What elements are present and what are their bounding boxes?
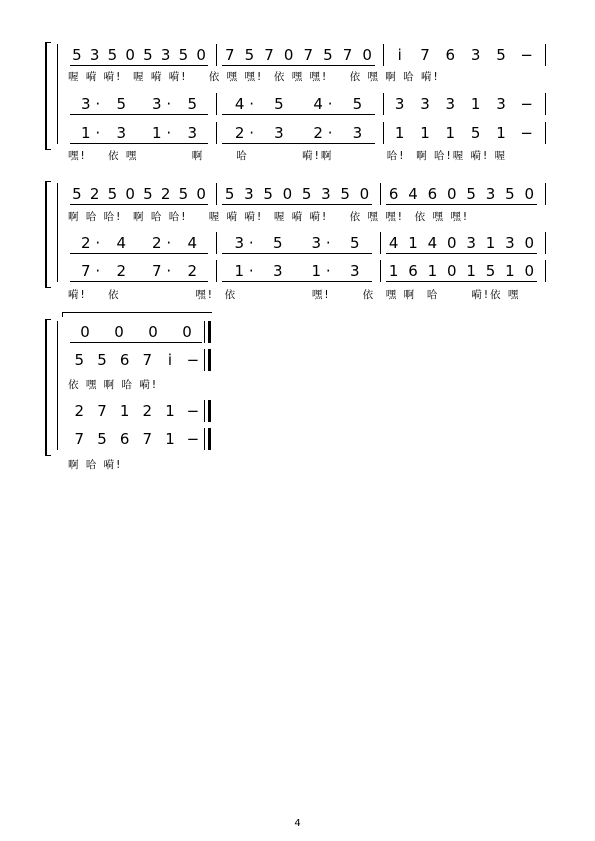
beam-underline xyxy=(222,204,372,205)
note: 4 xyxy=(234,95,245,113)
note: 2 xyxy=(142,402,153,420)
note: 5 xyxy=(244,46,255,64)
system-bracket-sys3-top xyxy=(45,319,51,320)
note: 5 xyxy=(301,185,312,203)
note: 3 xyxy=(470,46,481,64)
note: 5 xyxy=(340,185,350,203)
beam-underline xyxy=(222,281,372,282)
barline xyxy=(545,44,546,66)
lyrics-line: 啊 哈 嗬! xyxy=(68,459,123,471)
note: 7 xyxy=(225,46,235,64)
note: 3 xyxy=(151,95,162,113)
note: 0 xyxy=(125,185,135,203)
beam-underline xyxy=(386,281,537,282)
note: 3 xyxy=(394,95,405,113)
barline xyxy=(216,122,217,144)
beam-underline xyxy=(70,281,208,282)
note: 3 xyxy=(274,124,284,142)
barline xyxy=(383,122,384,144)
system-barline-sys3 xyxy=(57,321,58,450)
note: 7 xyxy=(142,351,153,369)
note: 7 xyxy=(151,262,162,280)
note: 5 xyxy=(187,95,198,113)
note: 1 xyxy=(408,234,418,252)
note: 1 xyxy=(496,124,506,142)
note: 6 xyxy=(408,262,418,280)
augmentation-dot: · xyxy=(95,234,101,252)
barline xyxy=(216,232,217,254)
barline xyxy=(383,93,384,115)
note: 7 xyxy=(142,430,153,448)
note: 5 xyxy=(272,234,283,252)
beam-underline xyxy=(222,114,375,115)
note: 3 xyxy=(466,234,476,252)
note: 3 xyxy=(420,95,430,113)
system-barline-sys1 xyxy=(57,44,58,144)
note: 5 xyxy=(505,185,515,203)
barline xyxy=(380,183,381,205)
system-barline-sys2 xyxy=(57,183,58,282)
note: 3 xyxy=(311,234,322,252)
note: 1 xyxy=(505,262,515,280)
barline xyxy=(545,93,546,115)
note: 3 xyxy=(352,124,363,142)
note: − xyxy=(520,46,533,64)
note: 0 xyxy=(524,262,535,280)
note: 4 xyxy=(388,234,399,252)
lyrics-line: 喔 嗬 嗬! 喔 嗬 嗬! 依 嘿 嘿! 依 嘿 嘿! 依 嘿 啊 哈 嗬! xyxy=(68,71,440,83)
augmentation-dot: · xyxy=(166,95,172,113)
note: 1 xyxy=(165,430,175,448)
lyrics-line: 嗬! 依 嘿! 依 嘿! 依 嘿 啊 哈 嗬!依 嘿 xyxy=(68,289,521,301)
note: 5 xyxy=(263,185,273,203)
note: 5 xyxy=(470,124,481,142)
barline xyxy=(380,232,381,254)
note: 2 xyxy=(74,402,85,420)
beam-underline xyxy=(386,204,537,205)
note: − xyxy=(520,124,533,142)
note: 3 xyxy=(496,95,506,113)
note: 5 xyxy=(116,95,127,113)
beam-underline xyxy=(70,143,208,144)
system-bracket-sys2 xyxy=(45,181,47,288)
note: − xyxy=(186,402,200,420)
beam-underline xyxy=(386,253,537,254)
final-barline-thick xyxy=(208,321,211,343)
note: 0 xyxy=(283,46,294,64)
note: 2 xyxy=(89,185,100,203)
note: 5 xyxy=(466,185,476,203)
note: 3 xyxy=(272,262,283,280)
barline xyxy=(545,232,546,254)
note: 0 xyxy=(125,46,135,64)
augmentation-dot: · xyxy=(95,262,101,280)
note: 1 xyxy=(234,262,245,280)
note: 0 xyxy=(196,185,206,203)
note: 0 xyxy=(447,234,457,252)
beam-underline xyxy=(70,253,208,254)
note: 4 xyxy=(313,95,323,113)
note: 7 xyxy=(264,46,274,64)
note: 7 xyxy=(74,430,85,448)
note: 1 xyxy=(311,262,322,280)
note: 5 xyxy=(178,46,189,64)
beam-underline xyxy=(70,114,208,115)
note: 5 xyxy=(107,185,118,203)
note: 4 xyxy=(427,234,438,252)
final-barline-thick xyxy=(208,349,211,371)
system-bracket-sys2-top xyxy=(45,181,51,182)
page-number: 4 xyxy=(294,818,301,829)
barline xyxy=(216,93,217,115)
note: 0 xyxy=(524,185,535,203)
note: 2 xyxy=(234,124,245,142)
note: 2 xyxy=(187,262,198,280)
note: 3 xyxy=(234,234,245,252)
note: 1 xyxy=(470,95,481,113)
note: 6 xyxy=(445,46,456,64)
note: 0 xyxy=(524,234,535,252)
final-barline-thin xyxy=(204,400,205,422)
barline xyxy=(545,122,546,144)
augmentation-dot: · xyxy=(95,124,101,142)
volta-mark xyxy=(62,312,212,313)
note: 5 xyxy=(178,185,189,203)
note: 0 xyxy=(182,323,192,341)
note: 1 xyxy=(119,402,130,420)
note: 0 xyxy=(114,323,124,341)
note: 3 xyxy=(80,95,91,113)
final-barline-thick xyxy=(208,400,211,422)
augmentation-dot: · xyxy=(248,234,254,252)
note: 7 xyxy=(80,262,91,280)
note: 0 xyxy=(447,262,457,280)
note: 6 xyxy=(388,185,399,203)
augmentation-dot: · xyxy=(325,262,331,280)
note: 5 xyxy=(143,46,153,64)
note: 0 xyxy=(447,185,457,203)
note: 0 xyxy=(196,46,206,64)
note: 1 xyxy=(485,234,496,252)
note: 0 xyxy=(362,46,372,64)
final-barline-thin xyxy=(204,428,205,450)
note: 4 xyxy=(187,234,198,252)
barline xyxy=(383,44,384,66)
note: 6 xyxy=(119,351,130,369)
note: 0 xyxy=(80,323,90,341)
note: i xyxy=(167,351,173,369)
final-barline-thick xyxy=(208,428,211,450)
note: 5 xyxy=(72,46,82,64)
augmentation-dot: · xyxy=(325,234,331,252)
note: 1 xyxy=(388,262,399,280)
note: 5 xyxy=(97,351,107,369)
beam-underline xyxy=(222,65,375,66)
volta-mark-left xyxy=(62,312,63,317)
note: 2 xyxy=(80,234,91,252)
note: 7 xyxy=(303,46,314,64)
note: 5 xyxy=(485,262,496,280)
note: 4 xyxy=(116,234,127,252)
note: 3 xyxy=(445,95,456,113)
note: 5 xyxy=(97,430,107,448)
system-bracket-sys1-bot xyxy=(45,149,51,150)
augmentation-dot: · xyxy=(166,234,172,252)
barline xyxy=(216,183,217,205)
note: 2 xyxy=(160,185,171,203)
system-bracket-sys2-bot xyxy=(45,287,51,288)
augmentation-dot: · xyxy=(327,124,333,142)
note: 4 xyxy=(408,185,418,203)
note: i xyxy=(397,46,402,64)
lyrics-line: 嘿! 依 嘿 啊 哈 嗬!啊 哈! 啊 哈!喔 嗬! 喔 xyxy=(68,150,508,162)
note: − xyxy=(186,430,200,448)
note: 0 xyxy=(282,185,293,203)
note: 5 xyxy=(224,185,235,203)
note: 5 xyxy=(143,185,153,203)
lyrics-line: 依 嘿 啊 哈 嗬! xyxy=(68,379,159,391)
barline xyxy=(380,260,381,282)
system-bracket-sys3-bot xyxy=(45,455,51,456)
note: 0 xyxy=(148,323,158,341)
note: 2 xyxy=(151,234,162,252)
augmentation-dot: · xyxy=(249,124,255,142)
note: 5 xyxy=(349,234,360,252)
beam-underline xyxy=(70,65,208,66)
note: 5 xyxy=(274,95,284,113)
note: 7 xyxy=(97,402,107,420)
note: 3 xyxy=(116,124,127,142)
note: 1 xyxy=(165,402,175,420)
beam-underline xyxy=(70,204,208,205)
note: − xyxy=(520,95,533,113)
note: 5 xyxy=(323,46,333,64)
note: 5 xyxy=(74,351,85,369)
note: 1 xyxy=(420,124,430,142)
final-barline-thin xyxy=(204,321,205,343)
note: 0 xyxy=(359,185,370,203)
barline xyxy=(216,44,217,66)
note: 3 xyxy=(89,46,100,64)
note: 7 xyxy=(420,46,430,64)
note: 6 xyxy=(119,430,130,448)
note: 3 xyxy=(160,46,171,64)
note: 3 xyxy=(244,185,254,203)
note: 3 xyxy=(349,262,360,280)
note: 1 xyxy=(80,124,91,142)
note: 5 xyxy=(72,185,82,203)
note: 2 xyxy=(116,262,127,280)
note: 1 xyxy=(151,124,162,142)
note: 5 xyxy=(107,46,118,64)
system-bracket-sys1-top xyxy=(45,42,51,43)
note: 1 xyxy=(427,262,438,280)
note: 3 xyxy=(485,185,496,203)
system-bracket-sys1 xyxy=(45,42,47,150)
note: 2 xyxy=(313,124,323,142)
augmentation-dot: · xyxy=(327,95,333,113)
note: 1 xyxy=(445,124,456,142)
note: 6 xyxy=(427,185,438,203)
barline xyxy=(545,260,546,282)
note: 1 xyxy=(466,262,476,280)
beam-underline xyxy=(222,253,372,254)
note: 3 xyxy=(321,185,331,203)
augmentation-dot: · xyxy=(166,124,172,142)
note: 7 xyxy=(342,46,353,64)
note: 3 xyxy=(505,234,515,252)
note: 5 xyxy=(352,95,363,113)
beam-underline xyxy=(70,342,202,343)
augmentation-dot: · xyxy=(95,95,101,113)
system-bracket-sys3 xyxy=(45,319,47,456)
augmentation-dot: · xyxy=(249,95,255,113)
note: − xyxy=(186,351,200,369)
lyrics-line: 啊 哈 哈! 啊 哈 哈! 喔 嗬 嗬! 喔 嗬 嗬! 依 嘿 嘿! 依 嘿 嘿! xyxy=(68,211,470,223)
augmentation-dot: · xyxy=(166,262,172,280)
note: 1 xyxy=(394,124,405,142)
final-barline-thin xyxy=(204,349,205,371)
augmentation-dot: · xyxy=(248,262,254,280)
note: 5 xyxy=(496,46,506,64)
note: 3 xyxy=(187,124,198,142)
beam-underline xyxy=(222,143,375,144)
barline xyxy=(216,260,217,282)
barline xyxy=(545,183,546,205)
